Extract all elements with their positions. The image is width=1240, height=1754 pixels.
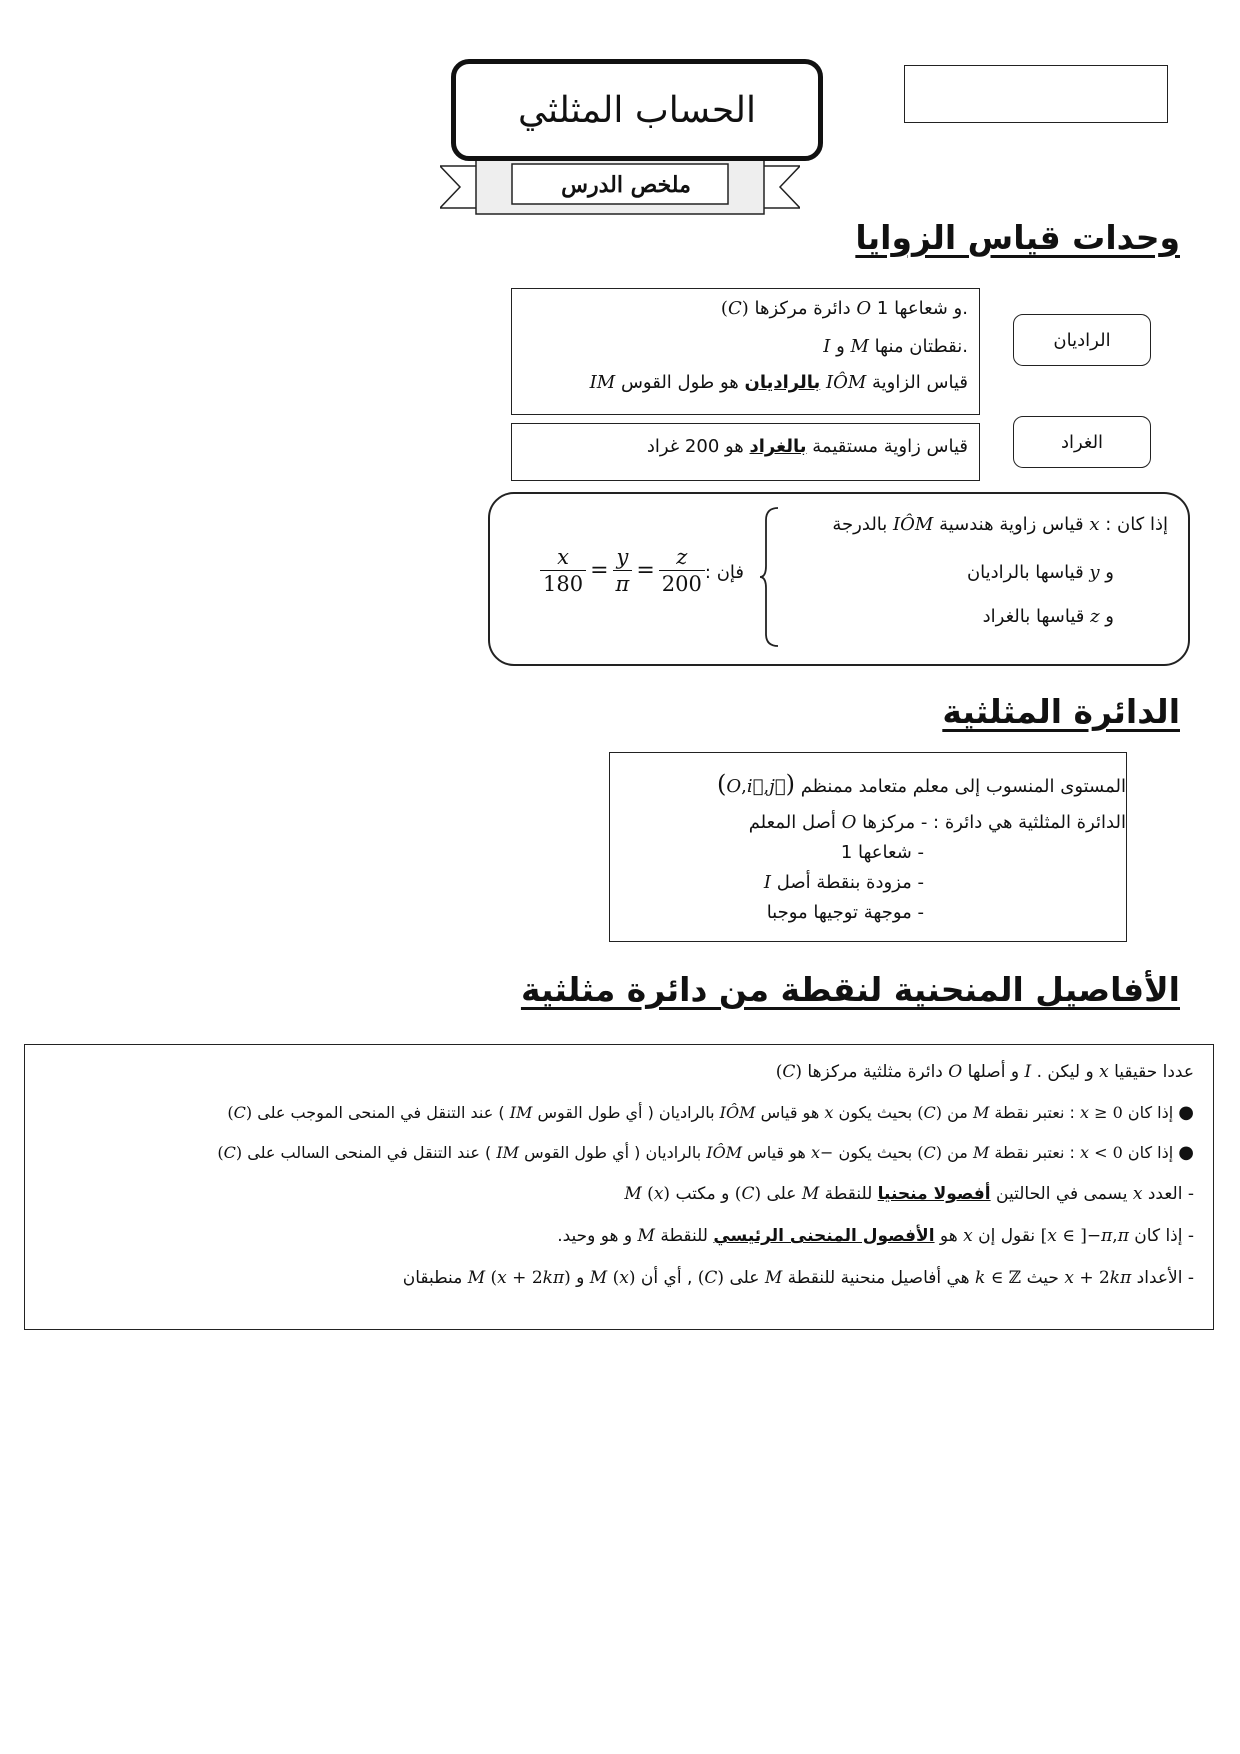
fraction-degrees <box>540 544 586 597</box>
left-brace <box>758 506 782 648</box>
fraction-den-180: 180 <box>543 572 584 596</box>
abscissa-line-5: - إذا كان x ∈ ]−π,π] نقول إن x هو الأفصول المنحنى الرئيسي للنقطة M و هو وحيد. <box>557 1226 1194 1246</box>
trig-line-3: - شعاعها 1 <box>840 842 924 863</box>
conversion-line-2: و y قياسها بالراديان <box>966 562 1114 583</box>
fraction-grads <box>659 544 705 597</box>
fraction-num-x: x <box>557 545 569 569</box>
abscissa-line-1: (C) دائرة مثلثية مركزها O و أصلها I . و ليكن x عددا حقيقيا <box>775 1062 1194 1082</box>
section-title-angle-units: وحدات قياس الزوايا <box>855 218 1180 257</box>
name-box <box>904 65 1168 123</box>
conversion-then: فإن : <box>704 562 744 583</box>
page-title: الحساب المثلثي <box>451 59 823 161</box>
section-title-trig-circle: الدائرة المثلثية <box>942 692 1180 731</box>
fraction-den-pi: π <box>615 572 630 596</box>
section-title-curvilinear-abscissas: الأفاصيل المنحنية لنقطة من دائرة مثلثية <box>520 970 1180 1009</box>
ribbon-text: ملخص الدرس <box>561 172 691 198</box>
fraction-num-y: y <box>616 545 629 569</box>
radian-line-2: I و M نقطتان منها. <box>823 336 968 357</box>
conversion-formula: $\frac{x}{180}$ = $\frac{y}{\pi}$ = $\frac{z}{200}$ <box>540 544 705 597</box>
label-radian: الراديان <box>1013 314 1151 366</box>
fraction-num-z: z <box>676 545 688 569</box>
abscissa-line-4: - العدد x يسمى في الحالتين أفصولا منحنيا للنقطة M على (C) و مكتب M (x) <box>624 1184 1194 1204</box>
abscissa-line-2: ● إذا كان x ≥ 0 : نعتبر نقطة M من (C) بحيث يكون x هو قياس IÔM بالراديان ( أي طول القوس IM ) عند التنقل في المنحى الموجب على (C) <box>227 1102 1194 1123</box>
abscissa-line-3: ● إذا كان x < 0 : نعتبر نقطة M من (C) بحيث يكون −x هو قياس IÔM بالراديان ( أي طول القوس IM ) عند التنقل في المنحى السالب على (C) <box>217 1142 1194 1163</box>
conversion-line-1: إذا كان : x قياس زاوية هندسية IÔM بالدرجة <box>832 514 1168 535</box>
trig-line-4: - مزودة بنقطة أصل I <box>763 872 924 893</box>
conversion-line-3: و z قياسها بالغراد <box>982 606 1114 627</box>
fraction-den-200: 200 <box>661 572 702 596</box>
radian-line-1: (C) دائرة مركزها O و شعاعها 1. <box>720 298 968 319</box>
trig-line-5: - موجهة توجيها موجبا <box>766 902 924 923</box>
trig-line-2: الدائرة المثلثية هي دائرة : - مركزها O أصل المعلم <box>748 812 1126 833</box>
trig-line-1: المستوى المنسوب إلى معلم متعامد ممنظم (O,i⃗,j⃗) <box>717 770 1126 798</box>
abscissa-line-6: - الأعداد x + 2kπ حيث k ∈ ℤ هي أفاصيل منحنية للنقطة M على (C) , أي أن M (x) و M (x + 2kπ) منطبقان <box>402 1268 1194 1288</box>
fraction-radians <box>613 544 633 597</box>
grad-line: قياس زاوية مستقيمة بالغراد هو 200 غراد <box>646 436 968 457</box>
label-grad: الغراد <box>1013 416 1151 468</box>
radian-line-3: قياس الزاوية IÔM بالراديان هو طول القوس IM <box>589 372 968 393</box>
